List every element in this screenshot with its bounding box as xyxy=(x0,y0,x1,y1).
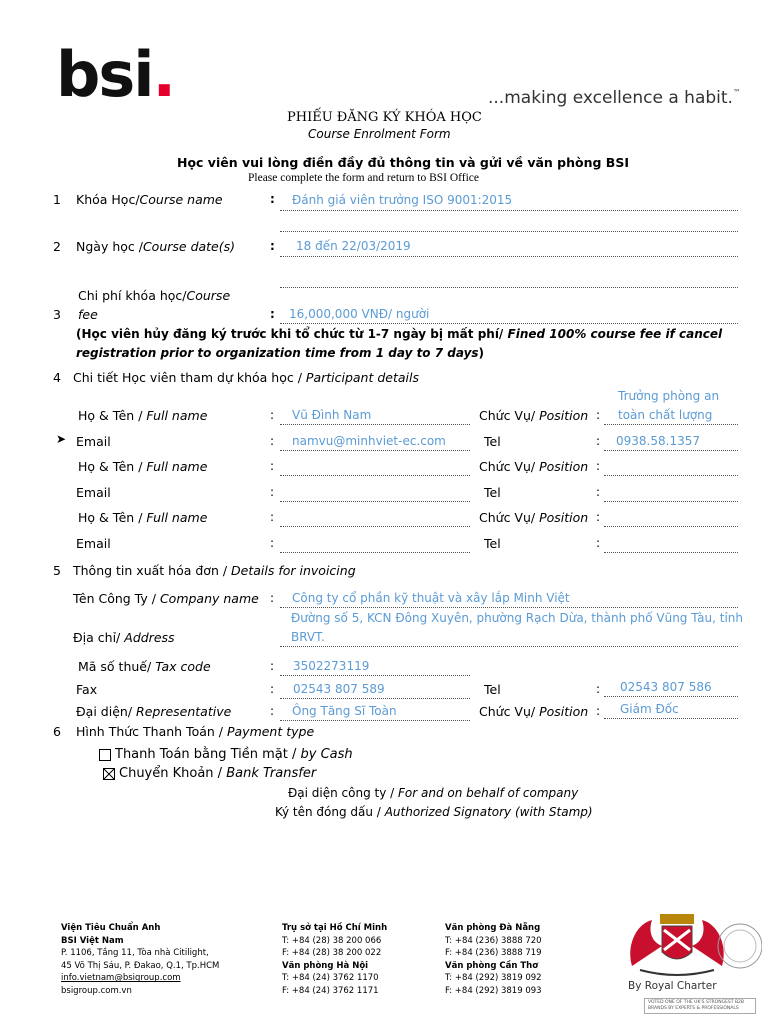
cash-checkbox[interactable] xyxy=(99,749,111,761)
royal-charter-crest-icon xyxy=(622,906,762,982)
instruction-vi: Học viên vui lòng điền đầy đủ thông tin và gửi về văn phòng BSI xyxy=(177,155,629,170)
participant-1-tel-field[interactable]: 0938.58.1357 xyxy=(616,434,700,448)
course-fee-field[interactable]: 16,000,000 VNĐ/ người xyxy=(289,307,430,321)
field-line xyxy=(280,323,738,324)
participant-2-position-label: Chức Vụ/ Position xyxy=(479,459,589,474)
field-line xyxy=(280,424,470,425)
field-line xyxy=(280,698,470,699)
participant-3-email-label: Email xyxy=(76,536,111,551)
participant-3-tel-label: Tel xyxy=(484,536,501,551)
checkbox-cross-icon xyxy=(104,769,114,779)
participant-1-position-line1[interactable]: Trưởng phòng an xyxy=(618,389,720,403)
colon: : xyxy=(270,682,275,696)
address-label: Địa chỉ/ Address xyxy=(73,630,175,645)
field-line xyxy=(604,552,738,553)
colon: : xyxy=(596,408,601,422)
participant-2-tel-label: Tel xyxy=(484,485,501,500)
fax-label: Fax xyxy=(76,682,98,697)
colon: : xyxy=(270,510,275,524)
colon: : xyxy=(270,192,275,206)
participant-1-name-label: Họ & Tên / Full name xyxy=(78,408,208,423)
payment-type-heading: Hình Thức Thanh Toán / Payment type xyxy=(76,724,315,739)
course-name-field[interactable]: Đánh giá viên trưởng ISO 9001:2015 xyxy=(292,193,513,207)
participant-1-tel-label: Tel xyxy=(484,434,501,449)
section-4-number: 4 xyxy=(53,370,61,385)
section-6-number: 6 xyxy=(53,724,61,739)
cash-label: Thanh Toán bằng Tiền mặt / by Cash xyxy=(115,747,353,762)
field-line xyxy=(604,718,738,719)
colon: : xyxy=(270,591,275,605)
field-line xyxy=(280,210,738,211)
colon: : xyxy=(270,485,275,499)
address-field-line1[interactable]: Đường số 5, KCN Đông Xuyên, phường Rạch Dừa, thành phố Vũng Tàu, tỉnh xyxy=(291,611,743,625)
field-line xyxy=(280,475,470,476)
form-title: PHIẾU ĐĂNG KÝ KHÓA HỌC xyxy=(287,110,482,125)
field-line xyxy=(280,675,470,676)
colon: : xyxy=(596,510,601,524)
royal-charter-text: By Royal Charter xyxy=(628,980,717,992)
colon: : xyxy=(270,434,275,448)
field-line xyxy=(604,450,738,451)
invoicing-heading: Thông tin xuất hóa đơn / Details for invoicing xyxy=(73,563,356,578)
course-fee-label-line1: Chi phí khóa học/Course xyxy=(78,288,231,303)
colon: : xyxy=(596,704,601,718)
colon: : xyxy=(270,459,275,473)
colon: : xyxy=(596,459,601,473)
field-line xyxy=(280,501,470,502)
section-5-number: 5 xyxy=(53,563,61,578)
tax-code-label: Mã số thuế/ Tax code xyxy=(78,659,211,674)
colon: : xyxy=(270,659,275,673)
tagline: ...making excellence a habit.™ xyxy=(488,88,741,108)
course-date-field[interactable]: 18 đến 22/03/2019 xyxy=(296,239,411,253)
participant-3-position-label: Chức Vụ/ Position xyxy=(479,510,589,525)
colon: : xyxy=(270,239,275,253)
colon: : xyxy=(596,434,601,448)
instruction-en: Please complete the form and return to BSI Office xyxy=(248,172,479,184)
colon: : xyxy=(596,536,601,550)
participant-1-email-label: Email xyxy=(76,434,111,449)
course-name-label: Khóa Học/Course name xyxy=(76,192,223,207)
colon: : xyxy=(270,307,275,321)
field-line xyxy=(280,287,738,288)
field-line xyxy=(604,475,738,476)
arrow-bullet-icon: ➤ xyxy=(56,432,67,446)
company-name-label: Tên Công Ty / Company name xyxy=(73,591,259,606)
representative-position-label: Chức Vụ/ Position xyxy=(479,704,589,719)
representative-position-field[interactable]: Giám Đốc xyxy=(620,702,679,716)
field-line xyxy=(604,526,738,527)
section-2-number: 2 xyxy=(53,239,61,254)
cancellation-note-line2: registration prior to organization time from 1 day to 7 days) xyxy=(76,346,485,360)
footer-hcm-hanoi: Trụ sở tại Hồ Chí Minh T: +84 (28) 38 200 066 F: +84 (28) 38 200 022 Văn phòng Hà Nội T: +84 (24) 3762 1170 F: +84 (24) 3762 1171 xyxy=(282,923,388,996)
cancellation-note-line1: (Học viên hủy đăng ký trước khi tổ chức từ 1-7 ngày bị mất phí/ Fined 100% course fee if cancel xyxy=(76,327,723,341)
field-line xyxy=(604,501,738,502)
participant-1-position-label: Chức Vụ/ Position xyxy=(479,408,589,423)
invoice-tel-field[interactable]: 02543 807 586 xyxy=(620,680,712,694)
fax-field[interactable]: 02543 807 589 xyxy=(293,682,385,696)
field-line xyxy=(604,696,738,697)
colon: : xyxy=(270,408,275,422)
colon: : xyxy=(596,682,601,696)
field-line xyxy=(280,526,470,527)
bank-transfer-checkbox[interactable] xyxy=(103,768,115,780)
colon: : xyxy=(270,536,275,550)
bsi-logo: bsi. xyxy=(56,38,175,111)
signature-line2: Ký tên đóng dấu / Authorized Signatory (with Stamp) xyxy=(275,805,593,819)
invoice-tel-label: Tel xyxy=(484,682,501,697)
participant-1-position-line2[interactable]: toàn chất lượng xyxy=(618,408,713,422)
field-line xyxy=(280,607,738,608)
footer-danang-cantho: Văn phòng Đà Nẵng T: +84 (236) 3888 720 F: +84 (236) 3888 719 Văn phòng Cần Thơ T: +84 (292) 3819 092 F: +84 (292) 3819 093 xyxy=(445,923,542,996)
field-line xyxy=(280,231,738,232)
footer-website-link[interactable]: bsigroup.com.vn xyxy=(61,985,132,996)
footer-email-link[interactable]: info.vietnam@bsigroup.com xyxy=(61,973,181,984)
fine-print-box xyxy=(644,998,756,1014)
field-line xyxy=(280,646,738,647)
participant-1-email-field[interactable]: namvu@minhviet-ec.com xyxy=(292,434,446,448)
signature-line1: Đại diện công ty / For and on behalf of company xyxy=(288,786,579,800)
participant-2-name-label: Họ & Tên / Full name xyxy=(78,459,208,474)
field-line xyxy=(604,424,738,425)
course-date-label: Ngày học /Course date(s) xyxy=(76,239,236,254)
section-1-number: 1 xyxy=(53,192,61,207)
course-fee-label-line2: fee xyxy=(78,307,98,322)
field-line xyxy=(280,450,470,451)
participant-1-name-field[interactable]: Vũ Đình Nam xyxy=(292,408,372,422)
company-name-field[interactable]: Công ty cổ phần kỹ thuật và xây lắp Minh Việt xyxy=(292,591,570,605)
form-subtitle: Course Enrolment Form xyxy=(308,127,451,141)
section-3-number: 3 xyxy=(53,307,61,322)
colon: : xyxy=(596,485,601,499)
footer-fine-print: VOTED ONE OF THE UK'S STRONGEST B2B BRANDS BY EXPERTS & PROFESSIONALS xyxy=(648,1000,744,1011)
participant-3-name-label: Họ & Tên / Full name xyxy=(78,510,208,525)
representative-field[interactable]: Ông Tăng Sĩ Toàn xyxy=(292,704,397,718)
participant-details-heading: Chi tiết Học viên tham dự khóa học / Participant details xyxy=(73,370,419,385)
representative-label: Đại diện/ Representative xyxy=(76,704,232,719)
field-line xyxy=(280,256,738,257)
bank-transfer-label: Chuyển Khoản / Bank Transfer xyxy=(119,766,317,781)
field-line xyxy=(280,720,470,721)
tax-code-field[interactable]: 3502273119 xyxy=(293,659,370,673)
participant-2-email-label: Email xyxy=(76,485,111,500)
colon: : xyxy=(270,704,275,718)
footer-bsi-vietnam: Viện Tiêu Chuẩn Anh BSI Việt Nam P. 1106, Tầng 11, Tòa nhà Citilight, 45 Võ Thị Sáu, P. Đakao, Q.1, Tp.HCM info.vietnam@bsigroup.com bsigroup.com.vn xyxy=(61,923,220,996)
field-line xyxy=(280,552,470,553)
address-field-line2[interactable]: BRVT. xyxy=(291,630,325,644)
